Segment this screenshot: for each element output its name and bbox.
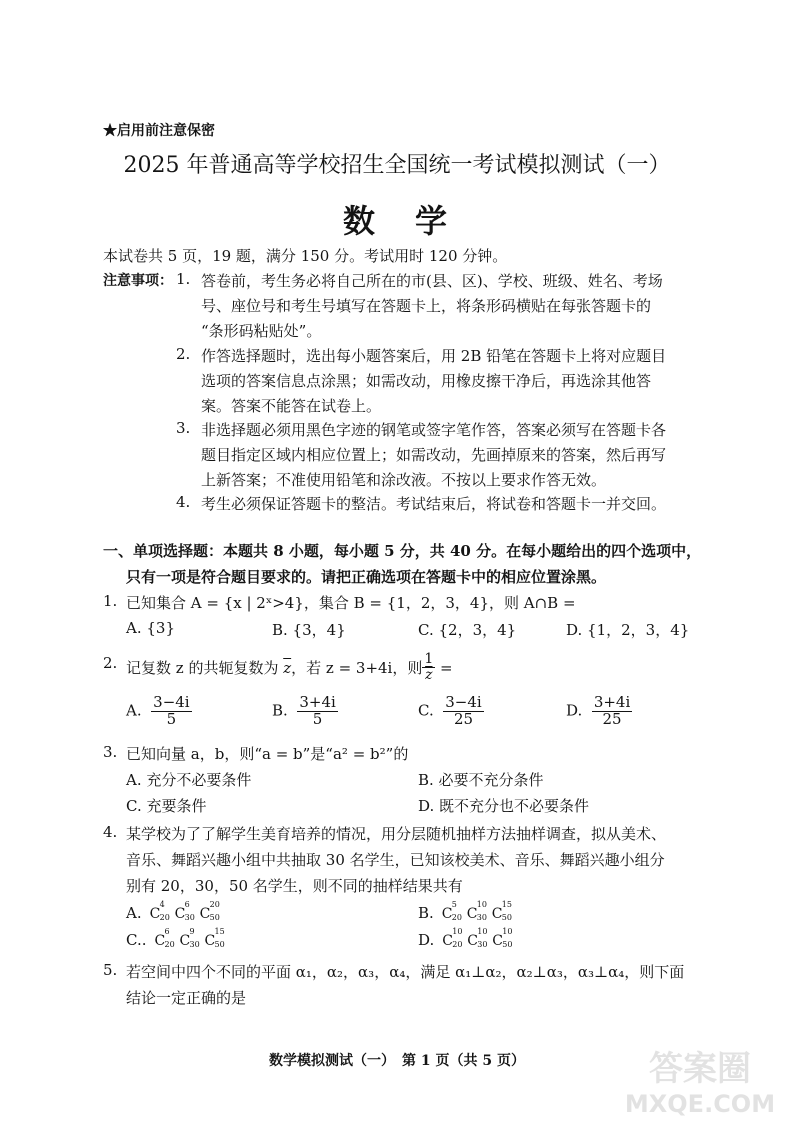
notes-label: 注意事项： [103, 273, 173, 289]
q4-option-c [126, 927, 229, 949]
combination-sup: 6 [164, 927, 170, 936]
q3-option-d: D. 既不充分也不必要条件 [418, 797, 590, 815]
q2-option-b-label: B. [272, 701, 288, 720]
note-number: 4. [176, 493, 191, 511]
q2-option-d-den: 25 [602, 709, 622, 728]
note-text-line: 作答选择题时，选出每小题答案后，用 2B 铅笔在答题卡上将对应题目 [201, 347, 667, 365]
combination-term: C 15 50 [491, 900, 512, 922]
q4-option-label: D. [418, 931, 435, 949]
note-text-line: 题目指定区域内相应位置上；如需改动，先画掉原来的答案，然后再写 [201, 446, 667, 464]
q4-option-label: A. [126, 904, 142, 922]
note-text-line: 选项的答案信息点涂黑；如需改动，用橡皮擦干净后，再选涂其他答 [201, 372, 652, 390]
combination-term: C 10 20 [442, 927, 463, 949]
q1-stem: 已知集合 A = {x | 2ˣ>4}，集合 B = {1，2，3，4}，则 A∩B = [126, 594, 576, 612]
combination-term: C 9 30 [179, 927, 200, 949]
q4-stem-line3: 别有 20，30，50 名学生，则不同的抽样结果共有 [126, 877, 463, 895]
q3-stem: 已知向量 a，b，则“a = b”是“a² = b²”的 [126, 745, 409, 763]
combination-sub: 50 [502, 940, 513, 949]
combination-term: C 10 50 [492, 927, 513, 949]
q5-number: 5. [103, 961, 118, 979]
combination-term: C 15 50 [204, 927, 225, 949]
q2-option-a-label: A. [126, 701, 142, 720]
q2-stem-tail: = [435, 659, 453, 678]
confidential-label: ★启用前注意保密 [103, 123, 215, 139]
note-number: 2. [176, 345, 191, 363]
note-text-line: “条形码粘贴处”。 [201, 322, 322, 340]
q2-option-a [126, 695, 192, 728]
q5-stem-line1: 若空间中四个不同的平面 α₁，α₂，α₃，α₄，满足 α₁⊥α₂，α₂⊥α₃，α₃⊥α₄，则下面 [126, 963, 685, 981]
q2-option-d-label: D. [566, 701, 583, 720]
combination-sub: 20 [452, 940, 463, 949]
q2-stem-fraction [422, 652, 435, 682]
exam-intro: 本试卷共 5 页，19 题，满分 150 分。考试用时 120 分钟。 [103, 247, 508, 265]
note-text-line: 考生必须保证答题卡的整洁。考试结束后，将试卷和答题卡一并交回。 [201, 495, 667, 513]
q1-option-c: C. {2，3，4} [418, 621, 517, 639]
q4-option-label: B. [418, 904, 434, 922]
page-footer: 数学模拟测试（一） 第 1 页（共 5 页） [269, 1053, 525, 1069]
combination-sup: 15 [214, 927, 225, 936]
combination-sub: 30 [477, 940, 488, 949]
q2-option-c-den: 25 [453, 709, 474, 728]
combination-sub: 20 [164, 940, 175, 949]
combination-sub: 50 [209, 913, 220, 922]
q1-option-d: D. {1，2，3，4} [566, 621, 690, 639]
q4-number: 4. [103, 823, 118, 841]
combination-sup: 10 [452, 927, 463, 936]
watermark-text-url: MXQE.COM [624, 1090, 776, 1118]
q4-option-d [418, 927, 517, 949]
exam-title: 2025 年普通高等学校招生全国统一考试模拟测试（一） [123, 153, 671, 178]
combination-sub: 50 [501, 913, 512, 922]
note-text-line: 上新答案；不准使用铅笔和涂改液。不按以上要求作答无效。 [201, 471, 607, 489]
q1-number: 1. [103, 592, 118, 610]
q1-option-b: B. {3，4} [272, 621, 346, 639]
combination-sup: 20 [209, 900, 220, 909]
note-text-line: 答卷前，考生务必将自己所在的市(县、区)、学校、班级、姓名、考场 [201, 272, 663, 290]
watermark-logo [615, 1042, 785, 1118]
combination-sub: 20 [451, 913, 462, 922]
q4-stem-line1: 某学校为了了解学生美育培养的情况，用分层随机抽样方法抽样调查，拟从美术、 [126, 825, 667, 843]
combination-sub: 50 [214, 940, 225, 949]
q4-stem-line2: 音乐、舞蹈兴趣小组中共抽取 30 名学生，已知该校美术、音乐、舞蹈兴趣小组分 [126, 851, 665, 869]
combination-sup: 10 [502, 927, 513, 936]
combination-term: C 6 20 [154, 927, 175, 949]
note-text-line: 号、座位号和考生号填写在答题卡上，将条形码横贴在每张答题卡的 [201, 297, 652, 315]
q4-option-b [418, 900, 517, 922]
q2-option-d [566, 695, 632, 728]
combination-sup: 15 [501, 900, 512, 909]
q1-option-a: A. {3} [126, 619, 175, 637]
combination-sup: 4 [159, 900, 165, 909]
q2-zbar: $\overline{z}$ [283, 659, 292, 678]
watermark-text-main: 答案圈 [649, 1049, 751, 1089]
q2-option-c-num: 3−4i [445, 693, 482, 711]
combination-sub: 30 [476, 913, 487, 922]
q3-option-b: B. 必要不充分条件 [418, 771, 544, 789]
combination-sup: 10 [476, 900, 487, 909]
section1-heading: 一、单项选择题：本题共 8 小题，每小题 5 分，共 40 分。在每小题给出的四个选项中， [103, 542, 702, 560]
q2-option-a-num: 3−4i [153, 693, 190, 711]
q2-stem-b: ，若 z = 3+4i，则 [291, 659, 423, 678]
note-text-line: 案。答案不能答在试卷上。 [201, 397, 382, 415]
q2-option-b [272, 695, 338, 728]
q4-option-a [126, 900, 225, 922]
combination-sup: 10 [477, 927, 488, 936]
q2-number: 2. [103, 654, 118, 672]
combination-term: C 4 20 [149, 900, 170, 922]
q4-option-label: C.. [126, 931, 147, 949]
combination-term: C 6 30 [174, 900, 195, 922]
combination-sup: 5 [451, 900, 457, 909]
combination-term: C 5 20 [441, 900, 462, 922]
q3-option-a: A. 充分不必要条件 [126, 771, 252, 789]
note-number: 3. [176, 419, 191, 437]
combination-term: C 10 30 [467, 927, 488, 949]
combination-sub: 30 [189, 940, 200, 949]
q3-option-c: C. 充要条件 [126, 797, 207, 815]
combination-sup: 6 [184, 900, 190, 909]
q2-stem-frac-den: z [425, 666, 433, 683]
subject-title: 数 学 [342, 202, 451, 240]
q2-option-c [418, 695, 484, 728]
section1-heading-cont: 只有一项是符合题目要求的。请把正确选项在答题卡中的相应位置涂黑。 [126, 568, 607, 586]
q5-stem-line2: 结论一定正确的是 [126, 989, 247, 1007]
q3-number: 3. [103, 743, 118, 761]
q2-option-b-num: 3+4i [299, 693, 336, 711]
q2-option-b-den: 5 [312, 709, 323, 728]
q2-option-d-num: 3+4i [593, 693, 631, 711]
combination-term: C 10 30 [466, 900, 487, 922]
q2-stem-frac-num: 1 [424, 651, 434, 667]
q2-option-c-label: C. [418, 701, 434, 720]
q2-option-a-den: 5 [166, 709, 177, 728]
q2-stem [126, 651, 453, 684]
combination-sub: 30 [184, 913, 195, 922]
q2-stem-a: 记复数 z 的共轭复数为 [126, 659, 284, 678]
note-text-line: 非选择题必须用黑色字迹的钢笔或签字笔作答，答案必须写在答题卡各 [201, 421, 667, 439]
combination-term: C 20 50 [199, 900, 220, 922]
combination-sup: 9 [189, 927, 195, 936]
note-number: 1. [176, 270, 191, 288]
combination-sub: 20 [159, 913, 170, 922]
